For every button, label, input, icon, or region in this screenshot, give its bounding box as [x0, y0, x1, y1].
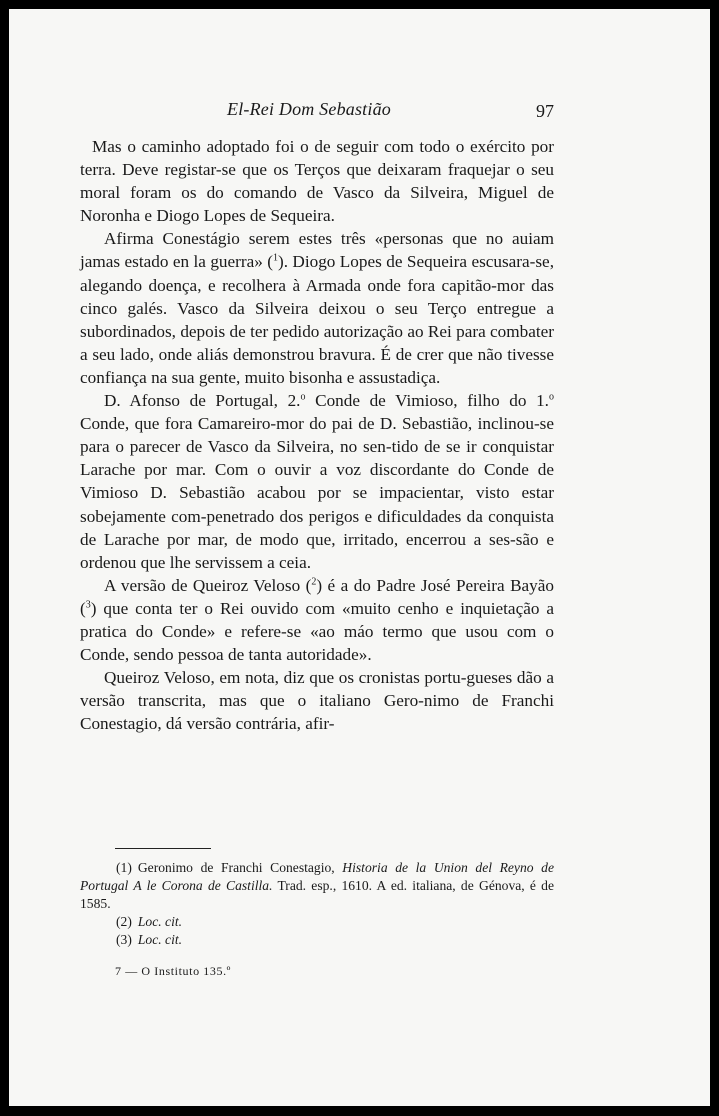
footnote-ref: (2) [116, 914, 132, 929]
footnote-marker: 3 [85, 599, 91, 611]
page-header [9, 99, 710, 125]
footnote: (3) Loc. cit. [116, 932, 183, 947]
paragraph: Afirma Conestágio serem estes três «personas que no auiam jamas estado en la guerra» ($^1$). Diogo Lopes de Sequeira escusara-se, alegando doença, e recolhera à Armada onde fora capitão-mor das cinco galés. Vasco da Silveira deixou o seu Terço entregue a subordinados, depois de ter pedido autorização ao Rei para combater a seu lado, onde aliás demonstrou bravura. É de crer que não tivesse confiança na sua gente, muito bisonha e assustadiça. [80, 229, 554, 387]
body-text [80, 135, 554, 735]
paragraph: D. Afonso de Portugal, 2.$^o$ Conde de Vimioso, filho do 1.$^o$ Conde, que fora Camareiro-mor do pai de D. Sebastião, inclinou-se para o parecer de Vasco da Silveira, no sen-tido de se ir conquistar Larache por mar. Com o ouvir a voz discordante do Conde de Vimioso D. Sebastião acabou por se impacientar, visto estar sobejamente com-penetrado dos perigos e dificuldades da conquista de Larache por mar, de modo que, irritado, encerrou a ses-são e ordenou que lhe servissem a ceia. [80, 391, 554, 572]
footnotes [80, 859, 554, 949]
document-page [9, 9, 710, 1106]
ordinal-marker: o [548, 391, 554, 403]
paragraph: Queiroz Veloso, em nota, diz que os cronistas portu-gueses dão a versão transcrita, mas que o italiano Gero-nimo de Franchi Conestagio, dá versão contrária, afir- [80, 668, 554, 734]
footnote-ref: (1) [116, 860, 132, 875]
paragraph: A versão de Queiroz Veloso ($^2$) é a do Padre José Pereira Bayão ($^3$) que conta ter o Rei ouvido com «muito cenho e inquietação a pratica do Conde» e refere-se «ao máo termo que usou com o Conde, sendo pessoa de tanta autoridade». [80, 575, 554, 665]
footnote-marker: 2 [311, 576, 317, 588]
footnote-ref: (3) [116, 932, 132, 947]
footnote: (2) Loc. cit. [116, 914, 183, 929]
footnote-divider [115, 848, 211, 849]
footnote: (1) Geronimo de Franchi Conestagio, Historia de la Union del Reyno de Portugal A le Corona de Castilla. Trad. esp., 1610. A ed. italiana, de Génova, é de 1585. [80, 860, 555, 911]
paragraph: Mas o caminho adoptado foi o de seguir com todo o exército por terra. Deve registar-se que os Terços que deixaram fraquejar o seu moral foram os do comando de Vasco da Silveira, Miguel de Noronha e Diogo Lopes de Sequeira. [80, 137, 554, 226]
printer-signature: 7 — O Instituto 135.º [115, 964, 231, 978]
footnote-marker: 1 [272, 252, 278, 264]
running-title: El-Rei Dom Sebastião [227, 99, 391, 119]
ordinal-marker: o [300, 391, 306, 403]
page-number: 97 [536, 101, 554, 121]
